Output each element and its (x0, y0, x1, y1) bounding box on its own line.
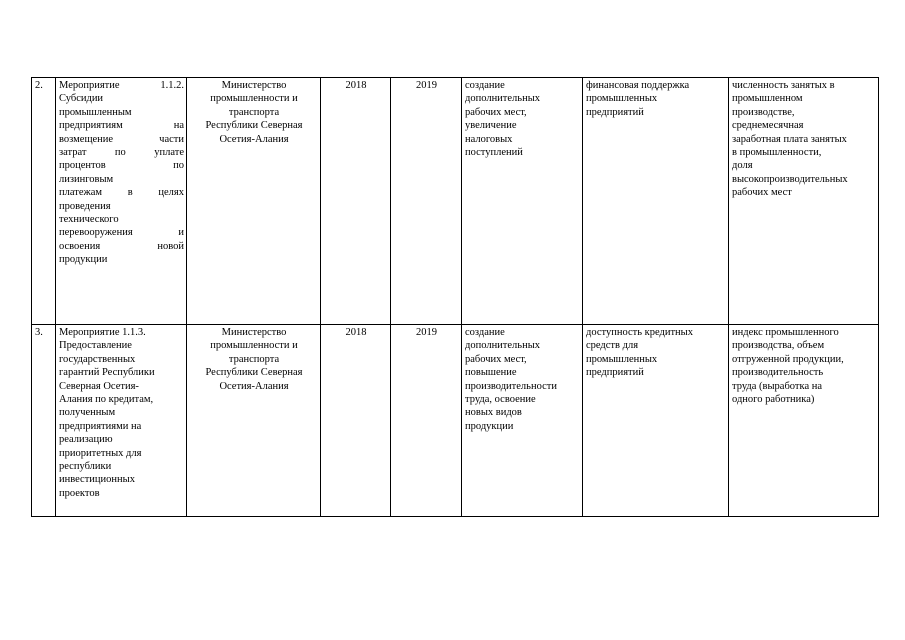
cell-text-line: заработная плата занятых (732, 133, 847, 145)
cell-text-line: рабочих мест, (465, 106, 527, 118)
cell-text-line: производительность (732, 367, 824, 379)
executor-cell (187, 78, 321, 325)
cell-text-line: промышленных (586, 353, 658, 365)
cell-text-line: отгруженной продукции, (732, 353, 844, 365)
cell-text-line: Алания по кредитам, (59, 394, 154, 406)
table-body (32, 78, 879, 517)
indicator-cell (729, 78, 879, 325)
cell-text-line: одного работника) (732, 394, 815, 406)
cell-text-line: транспорта (228, 353, 280, 365)
cell-text-line: лизинговым (59, 173, 114, 185)
end-year-cell (391, 325, 462, 517)
cell-text-line: инвестиционных (59, 474, 135, 486)
end-year: 2019 (416, 327, 437, 338)
cell-text-line: государственных (59, 353, 136, 365)
cell-text-line: предприятиями на (59, 420, 142, 432)
cell-text-line: перевооружения и (59, 227, 184, 239)
executor-cell (187, 325, 321, 517)
cell-text-line: продукции (59, 254, 108, 266)
cell-text-line: производительности (465, 380, 557, 392)
cell-text-line: поступлений (465, 147, 523, 159)
cell-text-line: предприятиям на (59, 120, 184, 132)
cell-text-line: среднемесячная (732, 120, 804, 132)
cell-text-line: повышение (465, 367, 517, 379)
consequence-cell (583, 78, 729, 325)
row-number: 2. (35, 80, 43, 91)
cell-text-line: высокопроизводительных (732, 173, 848, 185)
cell-text-line: предприятий (586, 367, 644, 379)
indicator-cell (729, 325, 879, 517)
cell-text-line: средств для (586, 340, 639, 352)
cell-text-line: гарантий Республики (59, 367, 155, 379)
end-year-cell (391, 78, 462, 325)
cell-text-line: Осетия-Алания (219, 133, 289, 145)
cell-text-line: Субсидии (59, 93, 104, 105)
cell-text-line: технического (59, 214, 119, 226)
cell-text-line: создание (465, 80, 505, 91)
cell-text-line: продукции (465, 420, 514, 432)
table-row (32, 325, 879, 517)
start-year-cell (321, 325, 391, 517)
cell-text-line: промышленности и (210, 340, 298, 352)
cell-text-line: республики (59, 461, 112, 473)
cell-text-line: реализацию (59, 434, 113, 446)
cell-text-line: создание (465, 327, 505, 338)
cell-text-line: затрат по уплате (59, 147, 184, 159)
cell-text-line: труда, освоение (465, 394, 536, 406)
cell-text-line: доступность кредитных (586, 327, 693, 338)
cell-text-line: численность занятых в (732, 80, 835, 91)
start-year: 2018 (345, 327, 367, 338)
cell-text-line: рабочих мест, (465, 353, 527, 365)
cell-text-line: Мероприятие 1.1.2. (59, 80, 184, 91)
row-number-cell (32, 325, 56, 517)
cell-text-line: Предоставление (59, 340, 132, 352)
cell-text-line: промышленным (59, 106, 132, 118)
cell-text-line: производстве, (732, 106, 795, 118)
cell-text-line: проектов (59, 487, 100, 499)
end-year: 2019 (416, 80, 437, 91)
cell-text-line: Осетия-Алания (219, 380, 289, 392)
program-events-table (31, 77, 879, 517)
cell-text-line: процентов по (59, 160, 184, 172)
cell-text-line: Министерство (221, 327, 287, 338)
cell-text-line: возмещение части (59, 133, 184, 145)
cell-text-line: труда (выработка на (732, 380, 823, 392)
cell-text-line: доля (732, 160, 753, 172)
event-name-cell (56, 78, 187, 325)
cell-text-line: проведения (59, 200, 111, 212)
cell-text-line: производства, объем (732, 340, 825, 352)
expected-result-cell (462, 78, 583, 325)
cell-text-line: дополнительных (465, 340, 541, 352)
cell-text-line: освоения новой (59, 240, 184, 252)
cell-text-line: платежам в целях (59, 187, 184, 199)
row-number-cell (32, 78, 56, 325)
expected-result-cell (462, 325, 583, 517)
table-row (32, 78, 879, 325)
cell-text-line: транспорта (228, 106, 280, 118)
cell-text-line: Республики Северная (205, 120, 303, 132)
cell-text-line: Республики Северная (205, 367, 303, 379)
cell-text-line: промышленном (732, 93, 803, 105)
cell-text-line: финансовая поддержка (586, 80, 690, 91)
cell-text-line: предприятий (586, 106, 644, 118)
cell-text-line: дополнительных (465, 93, 541, 105)
cell-text-line: промышленности и (210, 93, 298, 105)
cell-text-line: новых видов (465, 407, 522, 419)
start-year-cell (321, 78, 391, 325)
consequence-cell (583, 325, 729, 517)
cell-text-line: в промышленности, (732, 147, 822, 159)
cell-text-line: приоритетных для (59, 447, 142, 459)
cell-text-line: промышленных (586, 93, 658, 105)
cell-text-line: рабочих мест (732, 187, 792, 199)
cell-text-line: Мероприятие 1.1.3. (59, 327, 146, 338)
cell-text-line: Северная Осетия- (59, 380, 139, 392)
cell-text-line: индекс промышленного (732, 327, 839, 338)
cell-text-line: полученным (59, 407, 116, 419)
cell-text-line: налоговых (465, 133, 513, 145)
event-name-cell (56, 325, 187, 517)
cell-text-line: Министерство (221, 80, 287, 91)
row-number: 3. (35, 327, 43, 338)
cell-text-line: увеличение (465, 120, 517, 132)
start-year: 2018 (345, 80, 367, 91)
